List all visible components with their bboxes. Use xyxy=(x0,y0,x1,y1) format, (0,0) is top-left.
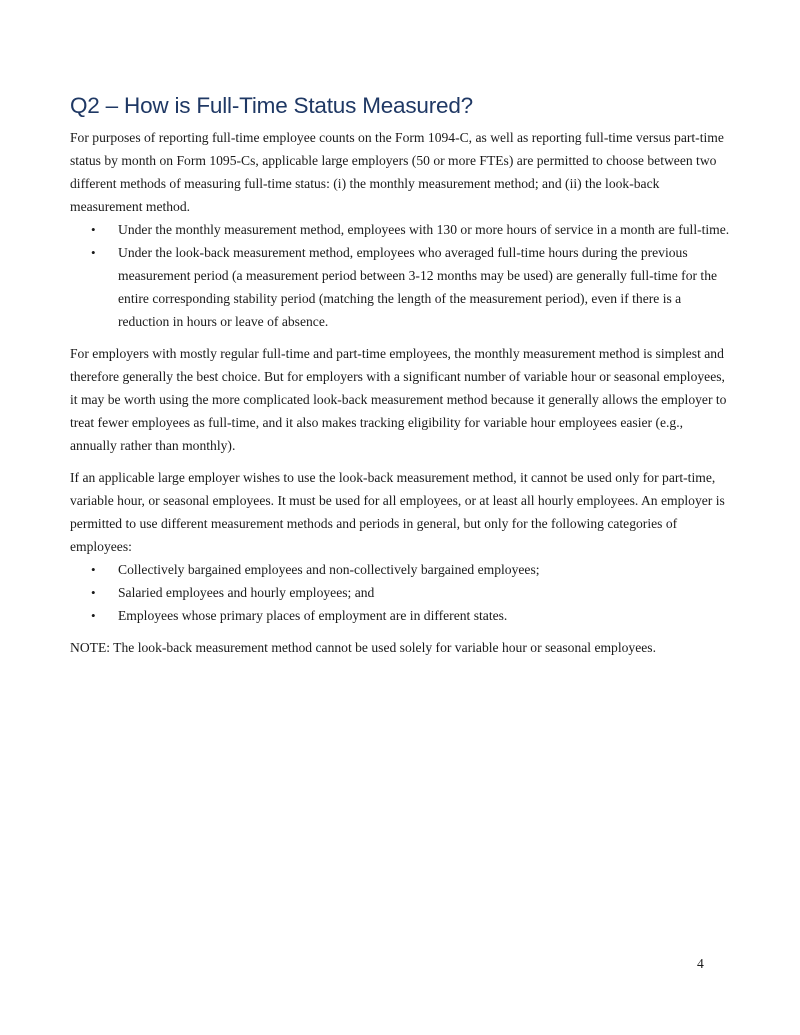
employee-categories-list xyxy=(70,558,732,627)
bullet-icon: • xyxy=(91,222,96,237)
list-item-text: Under the monthly measurement method, employees with 130 or more hours of service in a month are full-time. xyxy=(118,222,730,237)
bullet-icon: • xyxy=(91,245,96,260)
list-item-text: Under the look-back measurement method, employees who averaged full-time hours during the previous measurement period (a measurement period between 3-12 months may be used) are generally full-time for the entire corresponding stability period (matching the length of the measurement period), even if there is a reduction in hours or leave of absence. xyxy=(118,245,718,329)
bullet-icon: • xyxy=(91,585,96,600)
page-number: 4 xyxy=(697,956,704,971)
lookback-rule-paragraph: If an applicable large employer wishes to use the look-back measurement method, it cannot be used only for part-time, variable hour, or seasonal employees. It must be used for all employees, or at least all hourly employees. An employer is permitted to use different measurement methods and periods in general, but only for the following categories of employees: xyxy=(70,470,725,554)
list-item xyxy=(70,218,732,241)
measurement-methods-list xyxy=(70,218,732,333)
section-heading: Q2 – How is Full-Time Status Measured? xyxy=(70,93,473,118)
note-paragraph: NOTE: The look-back measurement method cannot be used solely for variable hour or seasonal employees. xyxy=(70,640,656,655)
intro-paragraph: For purposes of reporting full-time employee counts on the Form 1094-C, as well as reporting full-time versus part-time status by month on Form 1095-Cs, applicable large employers (50 or more FTEs) are permitted to choose between two different methods of measuring full-time status: (i) the monthly measurement method; and (ii) the look-back measurement method. xyxy=(70,130,724,214)
bullet-icon: • xyxy=(91,562,96,577)
list-item xyxy=(70,581,732,604)
recommendation-paragraph: For employers with mostly regular full-time and part-time employees, the monthly measurement method is simplest and therefore generally the best choice. But for employers with a significant number of variable hour or seasonal employees, it may be worth using the more complicated look-back measurement method because it generally allows the employer to treat fewer employees as full-time, and it also makes tracking eligibility for variable hour employees easier (e.g., annually rather than monthly). xyxy=(70,346,727,453)
list-item-text: Employees whose primary places of employment are in different states. xyxy=(118,608,508,623)
list-item xyxy=(70,241,732,333)
list-item xyxy=(70,558,732,581)
list-item-text: Salaried employees and hourly employees; and xyxy=(118,585,375,600)
document-page xyxy=(70,92,732,659)
list-item-text: Collectively bargained employees and non-collectively bargained employees; xyxy=(118,562,540,577)
bullet-icon: • xyxy=(91,608,96,623)
list-item xyxy=(70,604,732,627)
